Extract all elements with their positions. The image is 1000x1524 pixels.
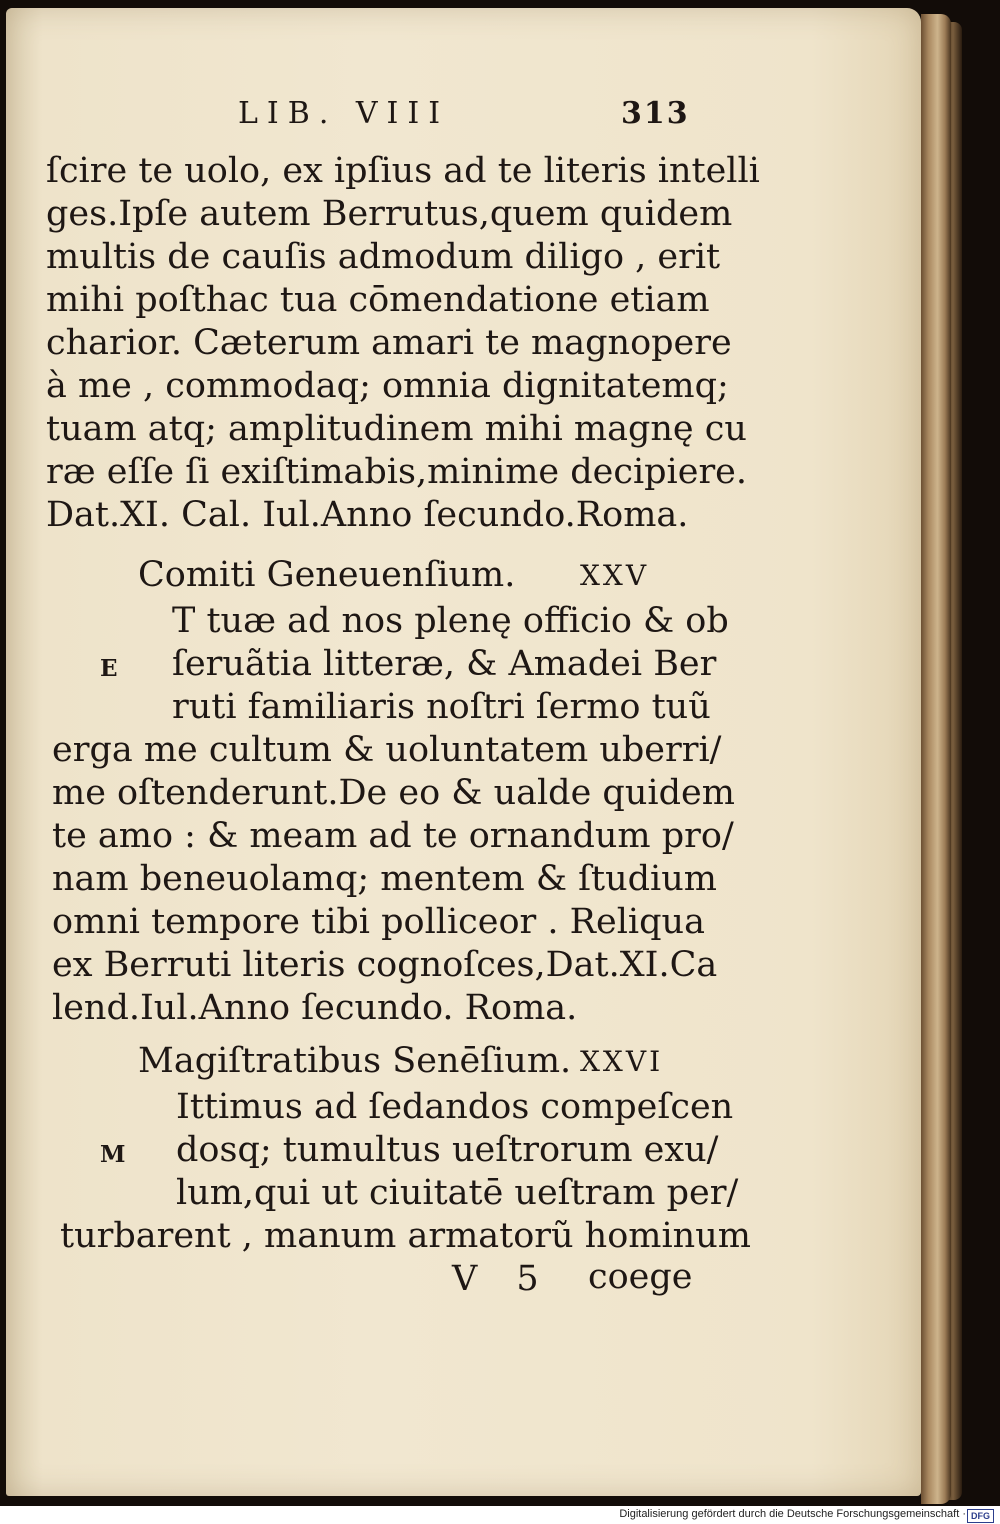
catchword: coege xyxy=(588,1257,693,1297)
text-line: ræ eſſe ſi exiſtimabis,minime decipiere. xyxy=(46,452,748,492)
signature-mark: V 5 xyxy=(452,1259,553,1299)
text-line: ſcire te uolo, ex ipſius ad te literis intelli xyxy=(46,151,760,191)
letter-number: XXV xyxy=(580,559,650,592)
text-line: mihi poſthac tua cōmendatione etiam xyxy=(46,280,710,320)
text-line: turbarent , manum armatorũ hominum xyxy=(60,1216,751,1256)
running-title: LIB. VIII xyxy=(238,96,450,131)
drop-initial: M xyxy=(100,1141,127,1168)
text-line: omni tempore tibi polliceor . Reliqua xyxy=(52,902,705,942)
drop-initial: E xyxy=(100,655,119,682)
text-line: lend.Iul.Anno ſecundo. Roma. xyxy=(52,988,578,1028)
letter-heading: Comiti Geneuenſium. xyxy=(138,555,516,595)
text-line: dosq; tumultus ueſtrorum exu/ xyxy=(176,1130,719,1170)
letter-number: XXVI xyxy=(580,1045,664,1078)
letter-heading: Magiſtratibus Senēſium. xyxy=(138,1041,572,1081)
text-line: ges.Ipſe autem Berrutus,quem quidem xyxy=(46,194,733,234)
text-line: lum,qui ut ciuitatē ueſtram per/ xyxy=(176,1173,739,1213)
credit-text: Digitalisierung gefördert durch die Deutsche Forschungsgemeinschaft · xyxy=(619,1508,966,1520)
text-line: erga me cultum & uoluntatem uberri/ xyxy=(52,730,722,770)
credit-bar xyxy=(0,1506,1000,1524)
dfg-logo: DFG xyxy=(967,1509,994,1523)
text-line: ex Berruti literis cognoſces,Dat.XI.Ca xyxy=(52,945,718,985)
text-line: ſeruãtia litteræ, & Amadei Ber xyxy=(172,644,717,684)
text-line: T tuæ ad nos plenę officio & ob xyxy=(172,601,729,641)
text-line: multis de cauſis admodum diligo , erit xyxy=(46,237,721,277)
page-edge xyxy=(921,14,951,1504)
text-line: tuam atq; amplitudinem mihi magnę cu xyxy=(46,409,747,449)
text-line: Ittimus ad ſedandos compeſcen xyxy=(176,1087,734,1127)
text-line: charior. Cæterum amari te magnopere xyxy=(46,323,732,363)
text-line: te amo : & meam ad te ornandum pro/ xyxy=(52,816,734,856)
text-line: nam beneuolamq; mentem & ſtudium xyxy=(52,859,717,899)
text-line: à me , commodaq; omnia dignitatemq; xyxy=(46,366,729,406)
text-line: ruti familiaris noſtri ſermo tuũ xyxy=(172,687,711,727)
text-line: Dat.XI. Cal. Iul.Anno ſecundo.Roma. xyxy=(46,495,689,535)
folio-number: 313 xyxy=(621,96,690,131)
text-line: me oſtenderunt.De eo & ualde quidem xyxy=(52,773,735,813)
